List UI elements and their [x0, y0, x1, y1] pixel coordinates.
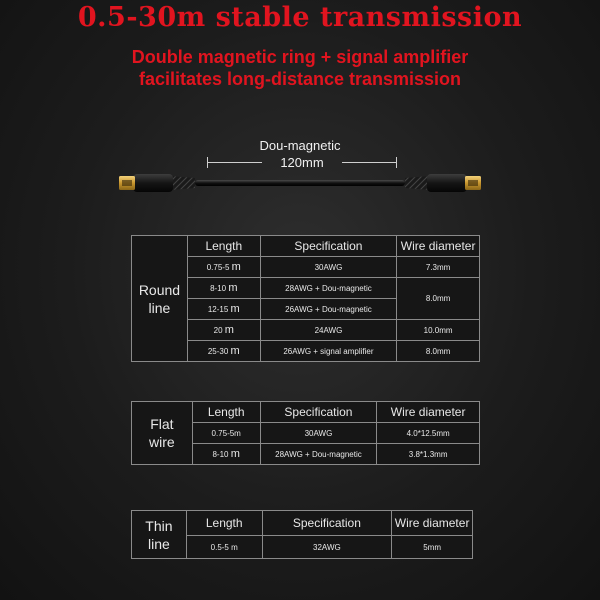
header-specification: Specification — [260, 236, 397, 257]
diameter-cell: 5mm — [392, 536, 473, 559]
thin-line-label: Thin line — [132, 511, 187, 559]
spec-cell: 28AWG + Dou-magnetic — [260, 278, 397, 299]
page-title: 0.5-30m stable transmission — [77, 2, 523, 33]
diameter-cell: 3.8*1.3mm — [377, 444, 480, 465]
diameter-cell: 7.3mm — [397, 257, 480, 278]
flat-wire-label: Flat wire — [132, 402, 193, 465]
spec-cell: 28AWG + Dou-magnetic — [260, 444, 377, 465]
cable-label: Dou-magnetic — [259, 138, 341, 153]
length-cell: 8-10 m — [192, 444, 260, 465]
flat-wire-table — [131, 401, 480, 465]
dimension-line-right — [342, 162, 397, 163]
length-cell: 0.75-5m — [192, 423, 260, 444]
thin-line-table — [131, 510, 473, 559]
header-wire-diameter: Wire diameter — [377, 402, 480, 423]
spec-cell: 26AWG + signal amplifier — [260, 341, 397, 362]
spec-cell: 24AWG — [260, 320, 397, 341]
header-length: Length — [192, 402, 260, 423]
header-length: Length — [186, 511, 262, 536]
hdmi-cable-image — [115, 165, 485, 201]
header-wire-diameter: Wire diameter — [392, 511, 473, 536]
header-length: Length — [187, 236, 260, 257]
diameter-cell: 8.0mm — [397, 278, 480, 320]
length-cell: 0.75-5 m — [187, 257, 260, 278]
diameter-cell: 10.0mm — [397, 320, 480, 341]
spec-cell: 30AWG — [260, 257, 397, 278]
subtitle — [0, 46, 600, 90]
spec-cell: 30AWG — [260, 423, 377, 444]
diameter-cell: 4.0*12.5mm — [377, 423, 480, 444]
spec-cell: 32AWG — [262, 536, 392, 559]
dimension-value: 120mm — [280, 155, 324, 170]
length-cell: 20 m — [187, 320, 260, 341]
header-specification: Specification — [260, 402, 377, 423]
subtitle-line-1: Double magnetic ring + signal amplifier — [131, 47, 469, 67]
length-cell: 12-15 m — [187, 299, 260, 320]
round-line-table — [131, 235, 480, 362]
length-cell: 25-30 m — [187, 341, 260, 362]
length-cell: 0.5-5 m — [186, 536, 262, 559]
diameter-cell: 8.0mm — [397, 341, 480, 362]
subtitle-line-2: facilitates long-distance transmission — [138, 69, 462, 89]
header-wire-diameter: Wire diameter — [397, 236, 480, 257]
header-specification: Specification — [262, 511, 392, 536]
round-line-label: Round line — [132, 236, 188, 362]
spec-cell: 26AWG + Dou-magnetic — [260, 299, 397, 320]
length-cell: 8-10 m — [187, 278, 260, 299]
